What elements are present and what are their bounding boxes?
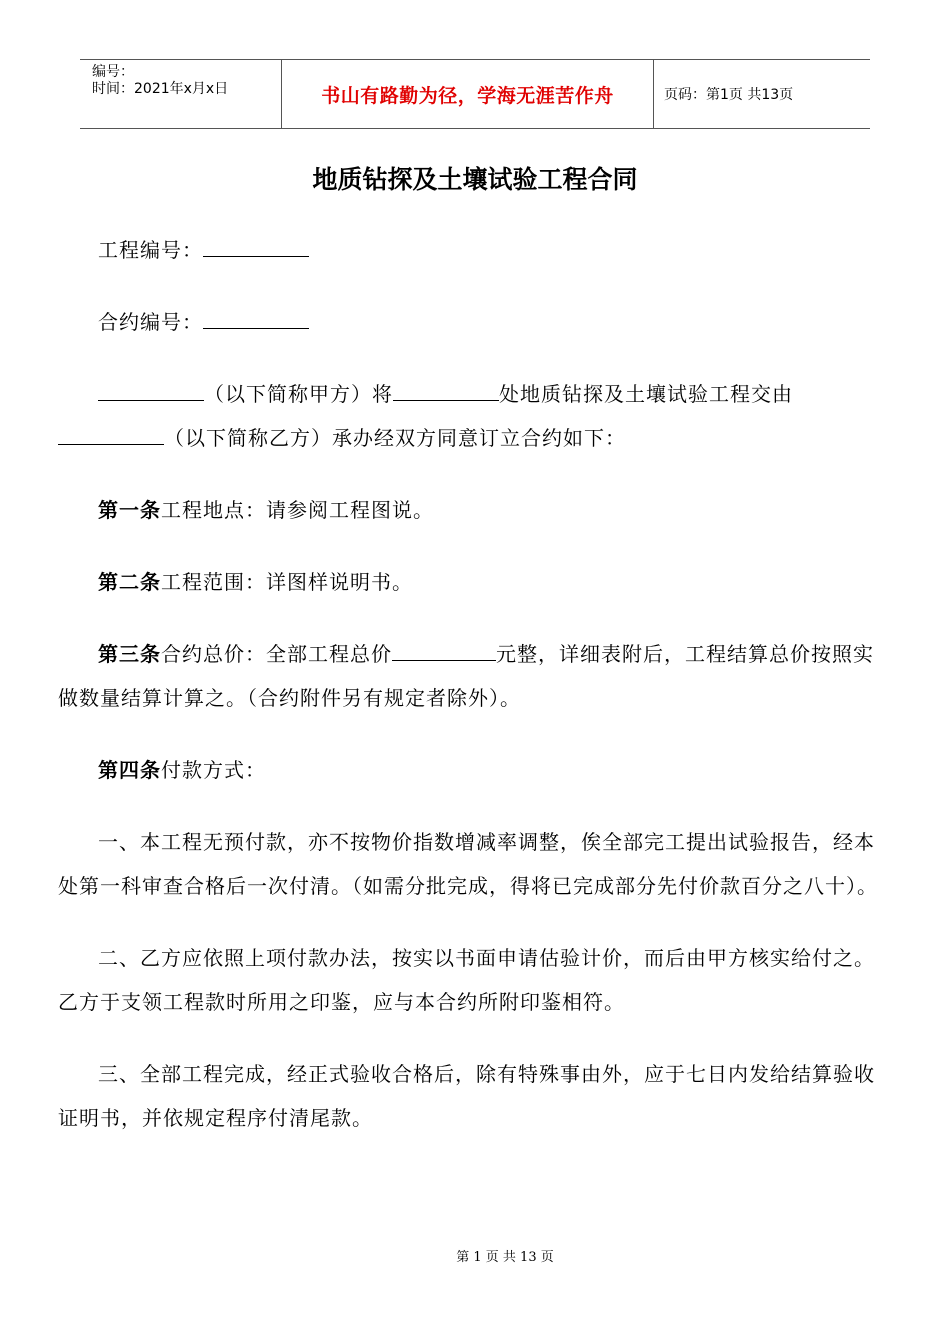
clause-3: 三、全部工程完成，经正式验收合格后，除有特殊事由外，应于七日内发给结算验收证明书，并依规定程序付清尾款。 (58, 1062, 875, 1130)
contract-number-blank (203, 306, 309, 329)
article-2-head: 第二条 (98, 570, 161, 594)
project-number-line (58, 228, 888, 272)
project-number-blank (203, 234, 309, 257)
document-body (58, 228, 888, 1168)
party-a-blank (98, 378, 204, 401)
article-3-text-2: 元整，详细表附后，工程结算总价按照实做数量结算计算之。（合约附件另有规定者除外）。 (58, 642, 874, 710)
party-b-blank (58, 422, 164, 445)
intro-paragraph (58, 372, 888, 460)
article-4-text: 付款方式： (161, 758, 266, 782)
header-time: 时间：2021年x月x日 (92, 81, 229, 97)
article-2-text: 工程范围：详图样说明书。 (161, 570, 413, 594)
clause-2: 二、乙方应依照上项付款办法，按实以书面申请估验计价，而后由甲方核实给付之。乙方于支领工程款时所用之印鉴，应与本合约所附印鉴相符。 (58, 946, 875, 1014)
article-1-head: 第一条 (98, 498, 161, 522)
contract-number-label: 合约编号： (98, 310, 203, 334)
location-blank (393, 378, 499, 401)
page-header (80, 59, 870, 129)
header-left (80, 60, 282, 128)
article-4-head: 第四条 (98, 758, 161, 782)
intro-text-3: （以下简称乙方）承办经双方同意订立合约如下： (164, 426, 626, 450)
intro-text-1: （以下简称甲方）将 (204, 382, 393, 406)
article-2 (58, 560, 888, 604)
article-3 (58, 632, 888, 720)
header-motto: 书山有路勤为径，学海无涯苦作舟 (282, 60, 654, 128)
page-footer: 第 1 页 共 13 页 (456, 1250, 554, 1265)
article-3-text-1: 合约总价：全部工程总价 (161, 642, 392, 666)
article-3-head: 第三条 (98, 642, 161, 666)
article-1-text: 工程地点：请参阅工程图说。 (161, 498, 434, 522)
total-price-blank (392, 638, 496, 661)
header-page-info: 页码：第1页 共13页 (664, 87, 794, 103)
contract-number-line (58, 300, 888, 344)
intro-text-2: 处地质钻探及土壤试验工程交由 (499, 382, 793, 406)
header-number-label: 编号： (92, 64, 134, 80)
article-4 (58, 748, 888, 792)
article-1 (58, 488, 888, 532)
document-title: 地质钻探及土壤试验工程合同 (312, 165, 638, 194)
clause-1: 一、本工程无预付款，亦不按物价指数增减率调整，俟全部完工提出试验报告，经本处第一科审查合格后一次付清。（如需分批完成，得将已完成部分先付价款百分之八十）。 (58, 830, 878, 898)
project-number-label: 工程编号： (98, 238, 203, 262)
